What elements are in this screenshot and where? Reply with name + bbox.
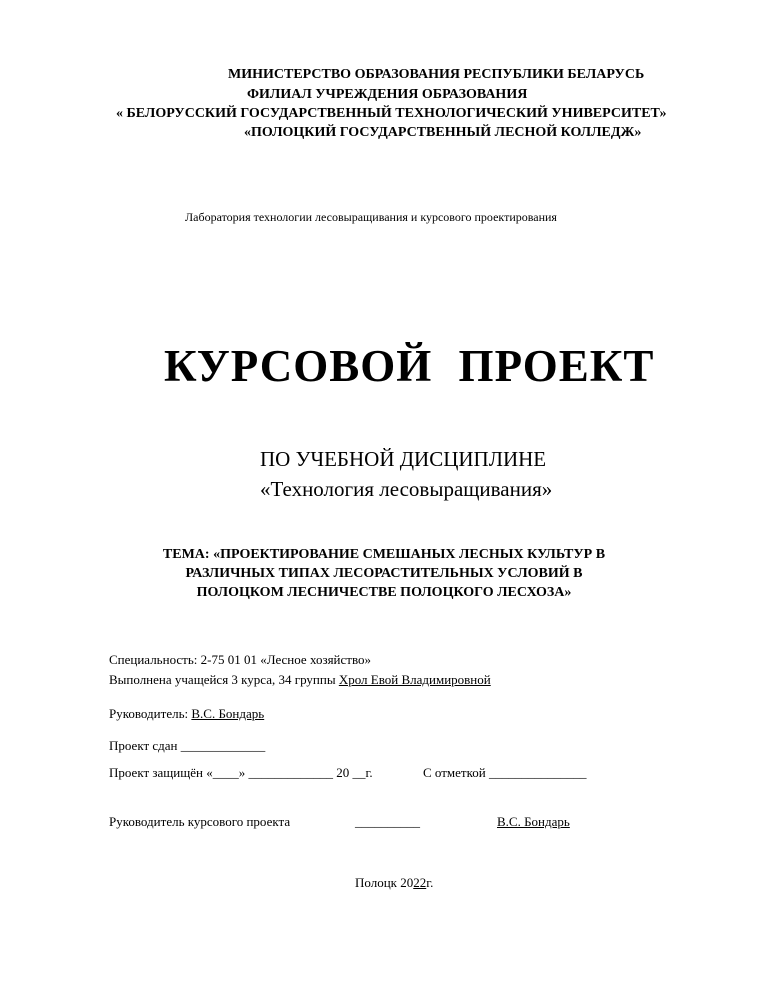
- signature-blank: __________: [355, 814, 420, 829]
- signature-name: В.С. Бондарь: [497, 814, 570, 829]
- header-ministry: МИНИСТЕРСТВО ОБРАЗОВАНИЯ РЕСПУБЛИКИ БЕЛАРУСЬ: [228, 67, 645, 82]
- header-branch: ФИЛИАЛ УЧРЕЖДЕНИЯ ОБРАЗОВАНИЯ: [247, 87, 528, 102]
- supervisor-line: [109, 706, 264, 722]
- performed-line: [109, 672, 491, 688]
- header-university: « БЕЛОРУССКИЙ ГОСУДАРСТВЕННЫЙ ТЕХНОЛОГИЧЕСКИЙ УНИВЕРСИТЕТ»: [116, 106, 667, 121]
- signature-label: Руководитель курсового проекта: [109, 814, 291, 829]
- discipline-heading: ПО УЧЕБНОЙ ДИСЦИПЛИНЕ: [260, 447, 547, 471]
- footer-city-year: [355, 875, 433, 891]
- theme-line-2: РАЗЛИЧНЫХ ТИПАХ ЛЕСОРАСТИТЕЛЬНЫХ УСЛОВИЙ В: [185, 566, 583, 581]
- specialty-line: Специальность: 2-75 01 01 «Лесное хозяйство»: [109, 652, 372, 667]
- theme-line-1: ТЕМА: «ПРОЕКТИРОВАНИЕ СМЕШАНЫХ ЛЕСНЫХ КУЛЬТУР В: [162, 547, 606, 562]
- theme-line-3: ПОЛОЦКОМ ЛЕСНИЧЕСТВЕ ПОЛОЦКОГО ЛЕСХОЗА»: [196, 585, 572, 600]
- student-name: Хрол Евой Владимировной: [338, 672, 491, 687]
- footer-year: 22: [413, 875, 427, 890]
- grade-line: С отметкой _______________: [423, 765, 587, 780]
- performed-prefix: Выполнена учащейся 3 курса, 34 группы: [109, 672, 339, 687]
- defended-line: Проект защищён «____» _____________ 20 __г.: [109, 765, 373, 780]
- supervisor-label: Руководитель:: [109, 706, 192, 721]
- laboratory-line: Лаборатория технологии лесовыращивания и курсового проектирования: [185, 210, 557, 224]
- submitted-line: Проект сдан _____________: [109, 738, 266, 753]
- discipline-name: «Технология лесовыращивания»: [260, 477, 553, 501]
- footer-city: Полоцк 20: [355, 875, 414, 890]
- header-college: «ПОЛОЦКИЙ ГОСУДАРСТВЕННЫЙ ЛЕСНОЙ КОЛЛЕДЖ»: [244, 125, 642, 140]
- supervisor-name: В.С. Бондарь: [191, 706, 265, 721]
- document-title: КУРСОВОЙ ПРОЕКТ: [164, 341, 655, 391]
- footer-year-suffix: г.: [426, 875, 434, 890]
